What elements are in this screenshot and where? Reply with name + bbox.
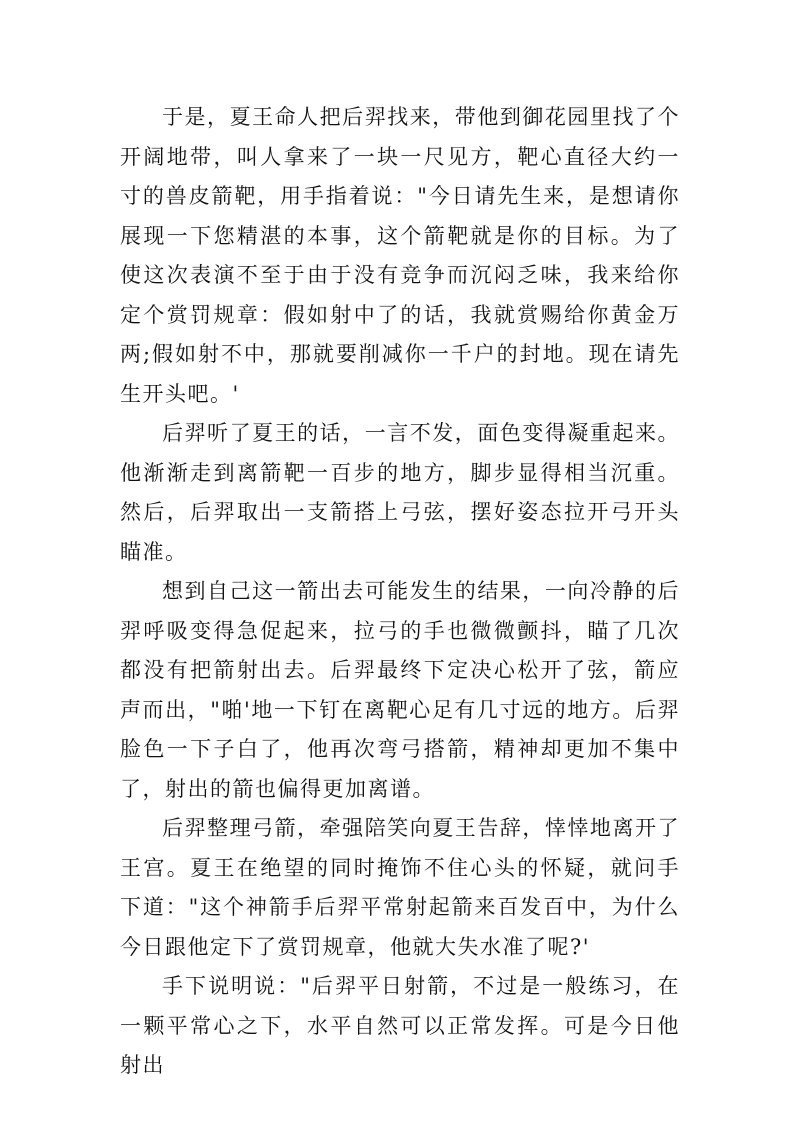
paragraph-5: 手下说明说："后羿平日射箭，不过是一般练习，在一颗平常心之下，水平自然可以正常发挥。可是今日他射出 <box>120 974 680 1077</box>
paragraph-2: 后羿听了夏王的话，一言不发，面色变得凝重起来。他渐渐走到离箭靶一百步的地方，脚步显得相当沉重。然后，后羿取出一支箭搭上弓弦，摆好姿态拉开弓开头瞄准。 <box>120 421 680 564</box>
paragraph-1: 于是，夏王命人把后羿找来，带他到御花园里找了个开阔地带，叫人拿来了一块一尺见方，靶心直径大约一寸的兽皮箭靶，用手指着说："今日请先生来，是想请你展现一下您精湛的本事，这个箭靶就是你的目标。为了使这次表演不至于由于没有竞争而沉闷乏味，我来给你定个赏罚规章：假如射中了的话，我就赏赐给你黄金万两;假如射不中，那就要削减你一千户的封地。现在请先生开头吧。' <box>120 105 680 406</box>
body-text <box>120 98 680 1086</box>
paragraph-4: 后羿整理弓箭，牵强陪笑向夏王告辞，悻悻地离开了王宫。夏王在绝望的同时掩饰不住心头的怀疑，就问手下道："这个神箭手后羿平常射起箭来百发百中，为什么今日跟他定下了赏罚规章，他就大失水准了呢?' <box>120 816 680 959</box>
paragraph-3: 想到自己这一箭出去可能发生的结果，一向冷静的后羿呼吸变得急促起来，拉弓的手也微微颤抖，瞄了几次都没有把箭射出去。后羿最终下定决心松开了弦，箭应声而出，"啪'地一下钉在离靶心足有几寸远的地方。后羿脸色一下子白了，他再次弯弓搭箭，精神却更加不集中了，射出的箭也偏得更加离谱。 <box>120 579 680 801</box>
